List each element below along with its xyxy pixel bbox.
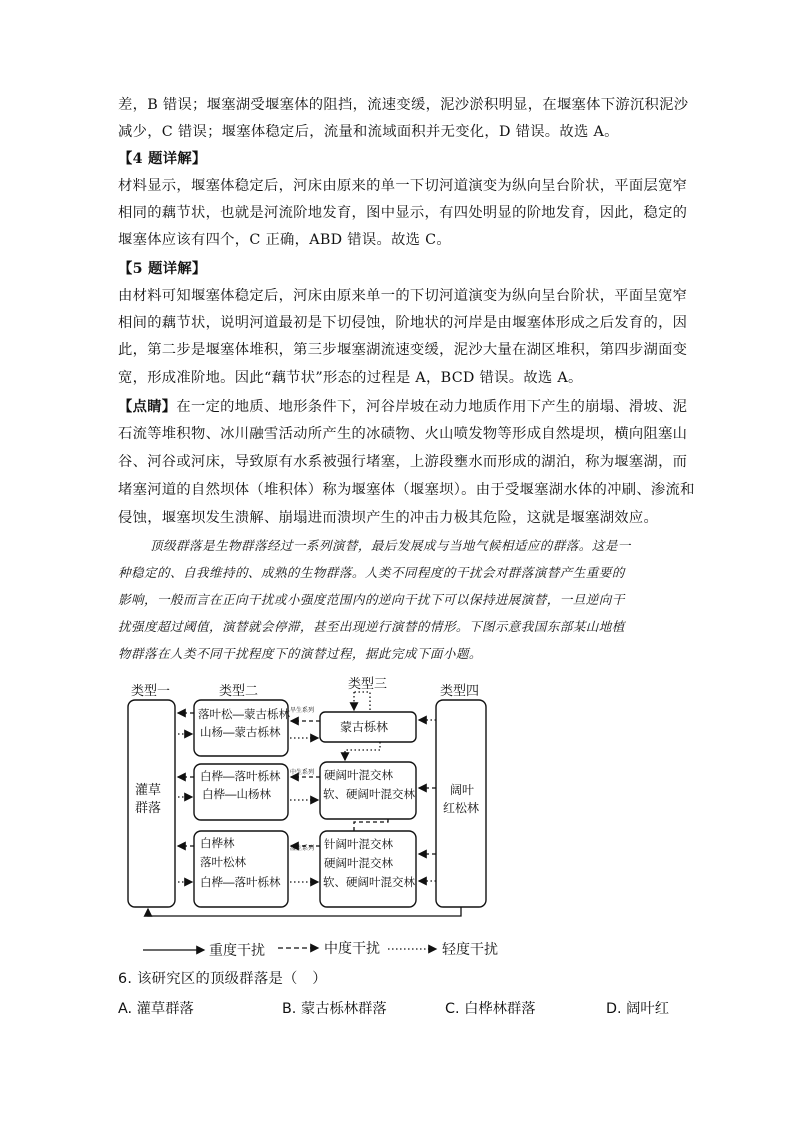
dianjing-label: 【点睛】 [118,399,177,415]
legend-light: 轻度干扰 [442,941,498,957]
legend-medium: 中度干扰 [324,940,380,956]
type-label-1: 类型一 [131,683,171,698]
row2-type2-text: 白桦—山杨林 [202,789,271,801]
q4-text-line: 相同的藕节状，也就是河流阶地发育，图中显示，有四处明显的阶地发育，因此，稳定的 [118,205,688,221]
q5-text-line: 此，第二步是堰塞体堆积，第三步堰塞湖流速变缓，泥沙大量在湖区堆积，第四步湖面变 [118,342,688,358]
dianjing-text-line: 侵蚀，堰塞坝发生溃解、崩塌进而溃坝产生的冲击力极其危险，这就是堰塞湖效应。 [118,510,659,526]
answer-text-line: 差，B 错误；堰塞湖受堰塞体的阻挡，流速变缓，泥沙淤积明显，在堰塞体下游沉积泥沙 [118,97,689,113]
row1-type2-text: 落叶松—蒙古栎林 [198,709,290,721]
row3-type2-text: 白桦林 [200,838,235,850]
row3-type3-text: 针阔叶混交林 [324,839,393,851]
row2-type2-text: 白桦—落叶栎林 [200,771,281,783]
dianjing-text-line: 堵塞河道的自然坝体（堆积体）称为堰塞体（堰塞坝）。由于受堰塞湖水体的冲刷、渗流和 [118,482,695,498]
row3-type3-text: 硬阔叶混交林 [324,858,393,870]
row3-type3-text: 软、硬阔叶混交林 [323,877,415,889]
q5-text-line: 宽，形成准阶地。因此“藕节状”形态的过程是 A，BCD 错误。故选 A。 [118,370,583,386]
row3-type2-text: 落叶松林 [200,857,246,869]
succession-diagram [118,676,518,966]
q5-text-line: 相间的藕节状，说明河道最初是下切侵蚀，阶地状的河岸是由堰塞体形成之后发育的，因 [118,315,688,331]
row1-type2-text: 山杨—蒙古栎林 [200,727,281,739]
row3-type2-text: 白桦—落叶栎林 [200,877,281,889]
material-text-line: 影响，一般而言在正向干扰或小强度范围内的逆向干扰下可以保持进展演替，一旦逆向干 [118,592,625,607]
row2-type3-text: 软、硬阔叶混交林 [323,789,415,801]
material-text-line: 顶级群落是生物群落经过一系列演替，最后发展成与当地气候相适应的群落。这是一 [150,538,631,553]
q5-header: 【5 题详解】 [118,261,207,277]
question6-stem: 6. 该研究区的顶级群落是（ ） [118,971,327,987]
row2-type3-text: 硬阔叶混交林 [324,770,393,782]
answer-text-line: 减少，C 错误；堰塞体稳定后，流量和流域面积并无变化，D 错误。故选 A。 [118,124,619,140]
dianjing-text-line: 石流等堆积物、冰川融雪活动所产生的冰碛物、火山喷发物等形成自然堤坝，横向阻塞山 [118,426,688,442]
q4-text-line: 材料显示，堰塞体稳定后，河床由原来的单一下切河道演变为纵向呈台阶状，平面层宽窄 [118,178,688,194]
option-b[interactable]: B. 蒙古栎林群落 [282,1001,387,1017]
type4-label: 红松林 [443,801,480,815]
q4-text-line: 堰塞体应该有四个，C 正确，ABD 错误。故选 C。 [118,232,451,248]
material-text-line: 物群落在人类不同干扰程度下的演替过程，据此完成下面小题。 [118,646,482,661]
type-label-3: 类型三 [348,676,388,691]
q5-text-line: 由材料可知堰塞体稳定后，河床由原来单一的下切河道演变为纵向呈台阶状，平面呈宽窄 [118,288,688,304]
dianjing-first-line [118,397,688,417]
row2-series-label: 中生系列 [290,770,315,776]
row1-type3-text: 蒙古栎林 [340,720,389,734]
type1-label: 灌草 [135,782,162,797]
material-text-line: 扰强度超过阈值，演替就会停滞，甚至出现逆行演替的情形。下图示意我国东部某山地植 [118,619,625,634]
row1-series-label: 旱生系列 [290,708,315,714]
material-text-line: 种稳定的、自我维持的、成熟的生物群落。人类不同程度的干扰会对群落演替产生重要的 [118,565,625,580]
option-d[interactable]: D. 阔叶红 [606,1001,669,1017]
row3-series-label: 湿生系列 [290,846,315,852]
q4-header: 【4 题详解】 [118,151,207,167]
type4-label: 阔叶 [450,783,475,797]
type1-label: 群落 [135,800,162,815]
option-c[interactable]: C. 白桦林群落 [445,1001,536,1017]
option-a[interactable]: A. 灌草群落 [118,1001,194,1017]
type-label-4: 类型四 [440,683,480,698]
type-label-2: 类型二 [219,683,259,698]
legend-heavy: 重度干扰 [209,942,265,958]
dianjing-text-line: 谷、河谷或河床，导致原有水系被强行堵塞，上游段壅水而形成的湖泊，称为堰塞湖，而 [118,454,688,470]
dianjing-text: 在一定的地质、地形条件下，河谷岸坡在动力地质作用下产生的崩塌、滑坡、泥 [176,399,688,415]
